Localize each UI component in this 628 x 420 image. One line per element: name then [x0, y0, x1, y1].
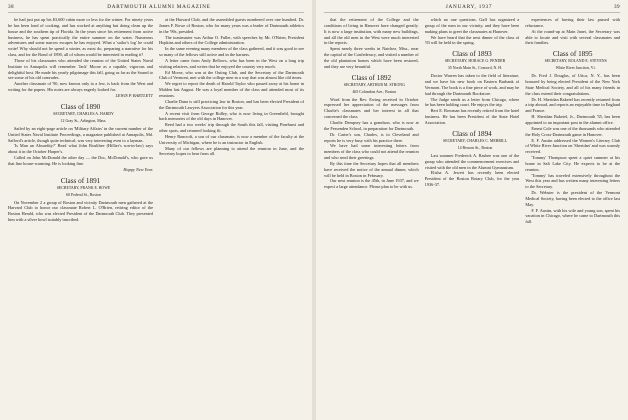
- paragraph: 'Is Man an Absurdity?' Read what John Boultbee (Hillier's son-in-law) says about it in the October Harper's.: [8, 143, 153, 155]
- paragraph: experiences of having their law passed with reluctance.: [525, 17, 621, 28]
- column: [425, 17, 520, 225]
- secretary-byline: SECRETARY, CHARLES C. MERRILL: [443, 138, 507, 143]
- signature: Happy New Year.: [123, 166, 153, 172]
- paragraph: We regret to report the death of Harold Taylor who passed away at his home in Malden last August. He was a loyal member of the class and attended most of its reunions.: [159, 81, 304, 98]
- paragraph: H. Sheridan Baketel, Jr., Dartmouth '35, has been appointed to an important post in the alumni office.: [525, 114, 621, 125]
- paragraph: F. F. Austin, with his wife and young son, spent his vacation in Chicago, where he came to Dartmouth this fall.: [525, 207, 621, 225]
- running-title: DARTMOUTH ALUMNI MAGAZINE: [107, 4, 211, 10]
- secretary-byline: SECRETARY, CHARLES A. HARDY: [53, 111, 114, 116]
- paragraph: Dr. Carter's son, Charles, is in Cleveland and reports he is very busy with his practice there.: [324, 131, 419, 143]
- paragraph: By this time the Secretary hopes that all members have received the notice of the annual dinner, which will be held in Boston in February.: [324, 160, 419, 178]
- running-title: JANUARY, 1937: [445, 4, 493, 10]
- paragraph: which no one questions. Gaff has organized a group of the men in our vicinity, and they have been making plans to greet the classmates at Hanover.: [424, 17, 520, 34]
- paragraph: The toastmaster was Arthur O. Fuller, with speeches by Mr. O'Brien, President Hopkins and others of the College administration.: [159, 34, 304, 46]
- paragraph: Charlie Dempsey has a grandson, who is now at the Fessenden School, in preparation for Dartmouth.: [324, 119, 419, 131]
- page-number: 39: [614, 4, 620, 10]
- signature: LEWIS P. BARTLETT: [115, 92, 153, 98]
- paragraph: Doctor Warren has taken to the field of literature, and we have his new book on Eastern Burbank of Vermont. The book is a fine piece of work, and may be had through the Dartmouth Bookstore.: [424, 73, 520, 96]
- secretary-address: 465 Columbus Ave., Boston: [352, 89, 397, 94]
- secretary-byline: SECRETARY, ROLAND E. STEVENS: [544, 59, 607, 64]
- paragraph: Bert E. Bowman has recently retired from the hotel business. He has been President of the State Hotel Association.: [424, 108, 520, 125]
- paragraph: Ernest Cole was one of the thousands who attended the Holy Cross-Dartmouth game in Hanover.: [525, 125, 621, 137]
- paragraph: Dr. H. Sheridan Baketel has recently returned from a trip abroad, and reports an enjoyable time in England and France.: [525, 96, 621, 114]
- paragraph: Dr. Webster is the president of the Vermont Medical Society, having been elected to the office last May.: [525, 190, 621, 207]
- class-heading: Class of 1894: [452, 129, 492, 138]
- paragraph: Those of his classmates who attended the reunion of the United States Naval Institute in Annapolis will remember 'Jack' Moore as a capable, vigorous and delightful host. He made his yearly pilgrimage this fall, going as far as the Sound to see some of his old comrades.: [8, 57, 153, 81]
- paragraph: Ed Morse, who was at the Outing Club, and the Secretary of the Dartmouth Club of Vermont, met with the college men in a way that was almost like old times.: [159, 69, 304, 81]
- paragraph: Called on John McDonald the other day — the Doc, McDonald's, who gave us that fine house-warming. He is looking fine.: [8, 155, 153, 166]
- paragraph: Henry Bancroft, a son of our classmate, is now a member of the faculty at the University of Michigan, where he is an instructor in English.: [159, 133, 304, 145]
- secretary-address: 60 Federal St., Boston: [66, 192, 101, 197]
- class-heading: Class of 1892: [351, 73, 392, 82]
- paragraph: that the retirement of the College and the conditions of living in Hanover have changed greatly. It is now a large institution, with many new buildings, and all the old men in the West were much interested in the reports.: [324, 17, 419, 46]
- paragraph: Dr. Fred J. Douglas, of Utica, N. Y., has been honored by being elected President of the New York State Medical Society, and all of his many friends in the class extend their congratulations.: [525, 73, 621, 96]
- secretary-byline: SECRETARY, FRANK E. ROWE: [56, 185, 111, 190]
- paragraph: Our next reunion is the 45th, in June 1937, and we expect a large attendance. Please plan to be with us.: [324, 178, 419, 190]
- paragraph: Sailed by an eight-page article on 'Military Affairs' in the current number of the United States Naval Institute Proceedings, a magazine published at Annapolis, Md. Safford's article, though quite technical, was very interesting even to a layman.: [8, 125, 153, 143]
- paragraph: We have had some interesting letters from members of the class who could not attend the reunion and who send their greetings.: [324, 143, 419, 161]
- paragraph: Spent nearly three weeks in Natchez, Miss., near the capital of the Confederacy, and visited a number of the old plantation homes which have been restored, and they are very beautiful.: [324, 46, 419, 69]
- class-heading: Class of 1895: [552, 50, 593, 59]
- secretary-address: 12 Gray St., Arlington, Mass.: [60, 118, 107, 123]
- paragraph: On November 2 a group of Boston and vicinity Dartmouth men gathered at the Harvard Club to honor our classmate Robert L. O'Brien, retiring editor of the Boston Herald, who was elected President of the Dartmouth Club. They presented him with a silver bowl suitably inscribed.: [8, 199, 153, 223]
- paragraph: Charlie Dana is still practicing law in Boston, and has been elected President of the Dartmouth Lawyers Association for this year.: [159, 98, 304, 110]
- right-page: [316, 0, 628, 420]
- paragraph: A recent visit from George Ridley, who is now living in Greenfield, brought back memories of the old days in Hanover.: [159, 110, 304, 122]
- paragraph: he had just put up his $3,600 cabin more or less for the winter. For ninety years he has been fond of cooking, and has worked at anything but doing clean up the house and the southern tip of Florida. In the years since his retirement from active business, he has spent practically the entire summer on the water. Numerous adventures and some narrow escapes he has enjoyed. What a 'sailor's log' he could write! Why should not he spend a winter, as most do, preparing a narrative for his class, and for the Bond of 1890, all of whom would be interested in reading it?: [8, 17, 153, 58]
- paragraph: 'Tommy' has traveled extensively throughout the West this year and has written many interesting letters to the Secretary.: [525, 172, 621, 190]
- paragraph: at the Harvard Club, and the assembled guests numbered over one hundred. Dr. James F. Rowe of Boston, who for many years was a leader of Dartmouth athletics in the '90s, presided.: [159, 17, 304, 34]
- paragraph: At the round-up at Main Janet, the Secretary was able to locate and visit with several classmates and their families.: [525, 28, 621, 46]
- paragraph: In the same evening many members of the class gathered, and it was good to see so many of the fellows still active and in the harness.: [159, 46, 304, 58]
- class-heading: Class of 1890: [60, 102, 101, 111]
- paragraph: 'Tommy' Thompson spent a quiet summer at his home in Salt Lake City. He expects to be at the reunion.: [525, 155, 621, 172]
- class-heading: Class of 1891: [60, 176, 101, 185]
- column: [525, 17, 620, 225]
- secretary-address: White River Junction, Vt.: [555, 66, 596, 71]
- secretary-address: 35 North Main St., Concord, N. H.: [447, 66, 503, 71]
- paragraph: Word from the Rev. Ewing received in October expressed her appreciation of the messages from Charlie's classmates and her interest in all that concerned the class.: [324, 96, 419, 120]
- secretary-byline: SECRETARY, ARTHUR M. STRONG: [343, 82, 405, 87]
- paragraph: Many of our fellows are planning to attend the reunion in June, and the Secretary hopes to hear from all.: [159, 145, 304, 157]
- class-heading: Class of 1893: [452, 50, 492, 59]
- paragraph: Reed had a two weeks' trip through the South this fall, visiting Pinehurst and other spots, and returned looking fit.: [159, 122, 304, 134]
- column: [159, 17, 304, 223]
- paragraph: Elisha A. Jewett has recently been elected President of the Boston Rotary Club, for the year 1936-37.: [424, 170, 520, 188]
- left-page: [0, 0, 312, 420]
- paragraph: We have heard that the next dinner of the class of '93 will be held in the spring.: [424, 34, 520, 46]
- paragraph: Last summer Frederick A. Rasbee was one of the group who attended the commencement exercises and visited with the old men in the Alumni Gymnasium.: [424, 152, 520, 170]
- secretary-byline: SECRETARY, HORACE G. PENDER: [444, 59, 506, 64]
- page-header: [324, 4, 620, 13]
- paragraph: The Judge sends us a letter from Chicago, where he has been holding court. He enjoys the trip.: [424, 96, 520, 108]
- paragraph: E. F. Austin addressed the Women's Literary Club of White River Junction on 'Sheridan' and was warmly received.: [525, 137, 621, 155]
- page-number: 38: [8, 4, 14, 10]
- column: [8, 17, 153, 223]
- paragraph: Another classmate of '90, now known only to a few, is back from the West and writing for the papers. His notes are always eagerly looked for.: [8, 81, 153, 93]
- secretary-address: 14 Beacon St., Boston: [457, 145, 493, 150]
- paragraph: A letter came from Andy Bellows, who has been in the West on a long trip visiting relatives, and writes that he enjoyed the country very much.: [159, 57, 304, 69]
- column: [324, 17, 419, 225]
- page-header: [8, 4, 304, 13]
